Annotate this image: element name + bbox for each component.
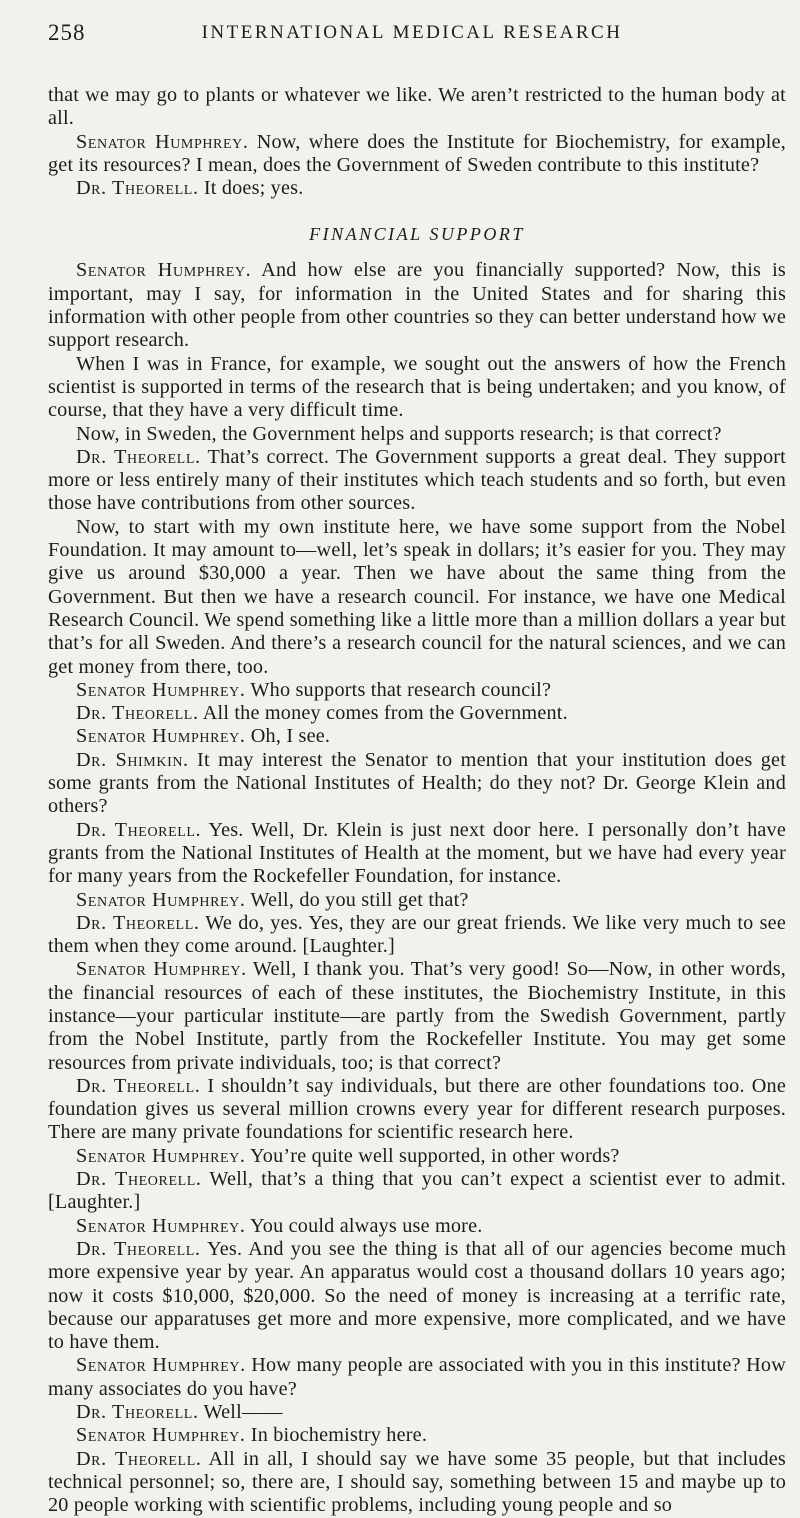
speaker-name: Dr. Theorell. xyxy=(76,1168,202,1191)
speaker-name: Dr. Theorell. xyxy=(76,177,199,200)
speaker-name: Senator Humphrey. xyxy=(76,958,247,981)
paragraph-text: That’s correct. The Government supports a great deal. They support more or less entirely many of their institutes which teach students and so forth, but even those have contributions from other sources. xyxy=(48,445,786,515)
paragraph-text: I shouldn’t say individuals, but there are other foundations too. One foundation gives us several million crowns every year for different research purposes. There are many private foundations for scientific research here. xyxy=(48,1074,787,1144)
paragraph-text: It may interest the Senator to mention that your institution does get some grants from the National Institutes of Health; do they not? Dr. George Klein and others? xyxy=(48,748,787,818)
document-body xyxy=(48,84,786,1518)
paragraph xyxy=(48,1145,786,1168)
speaker-name: Dr. Theorell. xyxy=(76,445,201,468)
paragraph xyxy=(48,702,786,725)
paragraph-text: Well, I thank you. That’s very good! So—Now, in other words, the financial resources of each of these institutes, the Biochemistry Institute, in this instance—your particular institute—are partly from the Swedish Government, partly from the Nobel Institute, partly from the Rockefeller Institute. You may get some resources from private individuals, too; is that correct? xyxy=(48,958,786,1074)
paragraph xyxy=(48,1401,786,1424)
paragraph xyxy=(48,1075,786,1145)
paragraph xyxy=(48,1215,786,1238)
paragraph xyxy=(48,725,786,748)
paragraph xyxy=(48,177,786,200)
paragraph-text: When I was in France, for example, we sought out the answers of how the French scientist is supported in terms of the research that is being undertaken; and you know, of course, that they have a very difficult time. xyxy=(48,352,786,422)
speaker-name: Dr. Theorell. xyxy=(76,911,200,934)
speaker-name: Senator Humphrey. xyxy=(76,725,246,748)
paragraph xyxy=(48,353,786,423)
paragraph-text: that we may go to plants or whatever we like. We aren’t restricted to the human body at all. xyxy=(48,84,786,130)
paragraph xyxy=(48,958,786,1074)
page-header xyxy=(48,20,776,56)
paragraph-text: We do, yes. Yes, they are our great friends. We like very much to see them when they come around. [Laughter.] xyxy=(48,911,786,958)
speaker-name: Dr. Theorell. xyxy=(76,702,199,725)
paragraph-text: Yes. And you see the thing is that all of our agencies become much more expensive year by year. An apparatus would cost a thousand dollars 10 years ago; now it costs $10,000, $20,000. So the need of money is increasing at a terrific rate, because our apparatuses get more and more expensive, more complicated, and we have to have them. xyxy=(48,1237,786,1354)
paragraph xyxy=(48,679,786,702)
speaker-name: Senator Humphrey. xyxy=(76,130,249,153)
paragraph-text: Now, to start with my own institute here, we have some support from the Nobel Foundation. It may amount to—well, let’s speak in dollars; it’s easier for you. They may give us around $30,000 a year. Then we have about the same thing from the Government. But then we have a research council. For instance, we have one Medical Research Council. We spend something like a little more than a million dollars a year but that’s for all Sweden. And there’s a research council for the natural sciences, and we can get money from there, too. xyxy=(48,515,786,678)
paragraph-text: All the money comes from the Government. xyxy=(198,702,568,725)
paragraph xyxy=(48,259,786,352)
paragraph-text: Oh, I see. xyxy=(245,725,331,748)
speaker-name: Senator Humphrey. xyxy=(76,1144,246,1167)
speaker-name: Senator Humphrey. xyxy=(76,888,246,911)
paragraph-text: Now, in Sweden, the Government helps and supports research; is that correct? xyxy=(76,422,722,445)
paragraph xyxy=(48,912,786,959)
speaker-name: Dr. Theorell. xyxy=(76,1074,201,1097)
speaker-name: Dr. Shimkin. xyxy=(76,748,189,771)
paragraph-text: Who supports that research council? xyxy=(245,678,552,701)
speaker-name: Dr. Theorell. xyxy=(76,1401,199,1424)
speaker-name: Senator Humphrey. xyxy=(76,678,246,701)
speaker-name: Senator Humphrey. xyxy=(76,1424,246,1447)
section-heading: FINANCIAL SUPPORT xyxy=(309,224,525,245)
paragraph xyxy=(48,423,786,446)
paragraph-text: Well, do you still get that? xyxy=(245,888,469,911)
paragraph xyxy=(48,749,786,819)
paragraph-text: Yes. Well, Dr. Klein is just next door here. I personally don’t have grants from the National Institutes of Health at the moment, but we have had every year for many years from the Rockefeller Foundation, for instance. xyxy=(48,818,786,888)
paragraph-text: And how else are you financially supported? Now, this is important, may I say, for information in the United States and for sharing this information with other people from other countries so they can better understand how we support research. xyxy=(48,259,786,352)
speaker-name: Senator Humphrey. xyxy=(76,259,252,282)
speaker-name: Dr. Theorell. xyxy=(76,1447,202,1470)
paragraph xyxy=(48,1168,786,1215)
paragraph xyxy=(48,1448,786,1518)
paragraph-text: In biochemistry here. xyxy=(245,1424,428,1447)
running-head: INTERNATIONAL MEDICAL RESEARCH xyxy=(201,22,623,43)
speaker-name: Senator Humphrey. xyxy=(76,1214,246,1237)
paragraph-text: It does; yes. xyxy=(198,177,304,200)
paragraph xyxy=(48,889,786,912)
paragraph-text: Well, that’s a thing that you can’t expect a scientist ever to admit. [Laughter.] xyxy=(48,1168,786,1214)
speaker-name: Dr. Theorell. xyxy=(76,818,202,841)
speaker-name: Dr. Theorell. xyxy=(76,1237,201,1260)
paragraph xyxy=(48,516,786,679)
paragraph xyxy=(48,1238,786,1354)
paragraph xyxy=(48,446,786,516)
paragraph-text: Now, where does the Institute for Biochemistry, for example, get its resources? I mean, does the Government of Sweden contribute to this institute? xyxy=(48,130,786,176)
paragraph xyxy=(48,819,786,889)
paragraph-text: All in all, I should say we have some 35 people, but that includes technical personnel; so, there are, I should say, something between 15 and maybe up to 20 people working with scientific problems, including young people and so xyxy=(48,1447,786,1517)
page-number: 258 xyxy=(48,20,86,45)
speaker-name: Senator Humphrey. xyxy=(76,1354,246,1377)
paragraph-text: You’re quite well supported, in other words? xyxy=(245,1144,620,1167)
paragraph-text: You could always use more. xyxy=(245,1214,483,1237)
paragraph xyxy=(48,1424,786,1447)
paragraph xyxy=(48,84,786,131)
paragraph-text: Well—— xyxy=(198,1401,283,1424)
paragraph xyxy=(48,1354,786,1401)
paragraph xyxy=(48,131,786,178)
paragraph-text: How many people are associated with you in this institute? How many associates do you have? xyxy=(48,1354,786,1400)
